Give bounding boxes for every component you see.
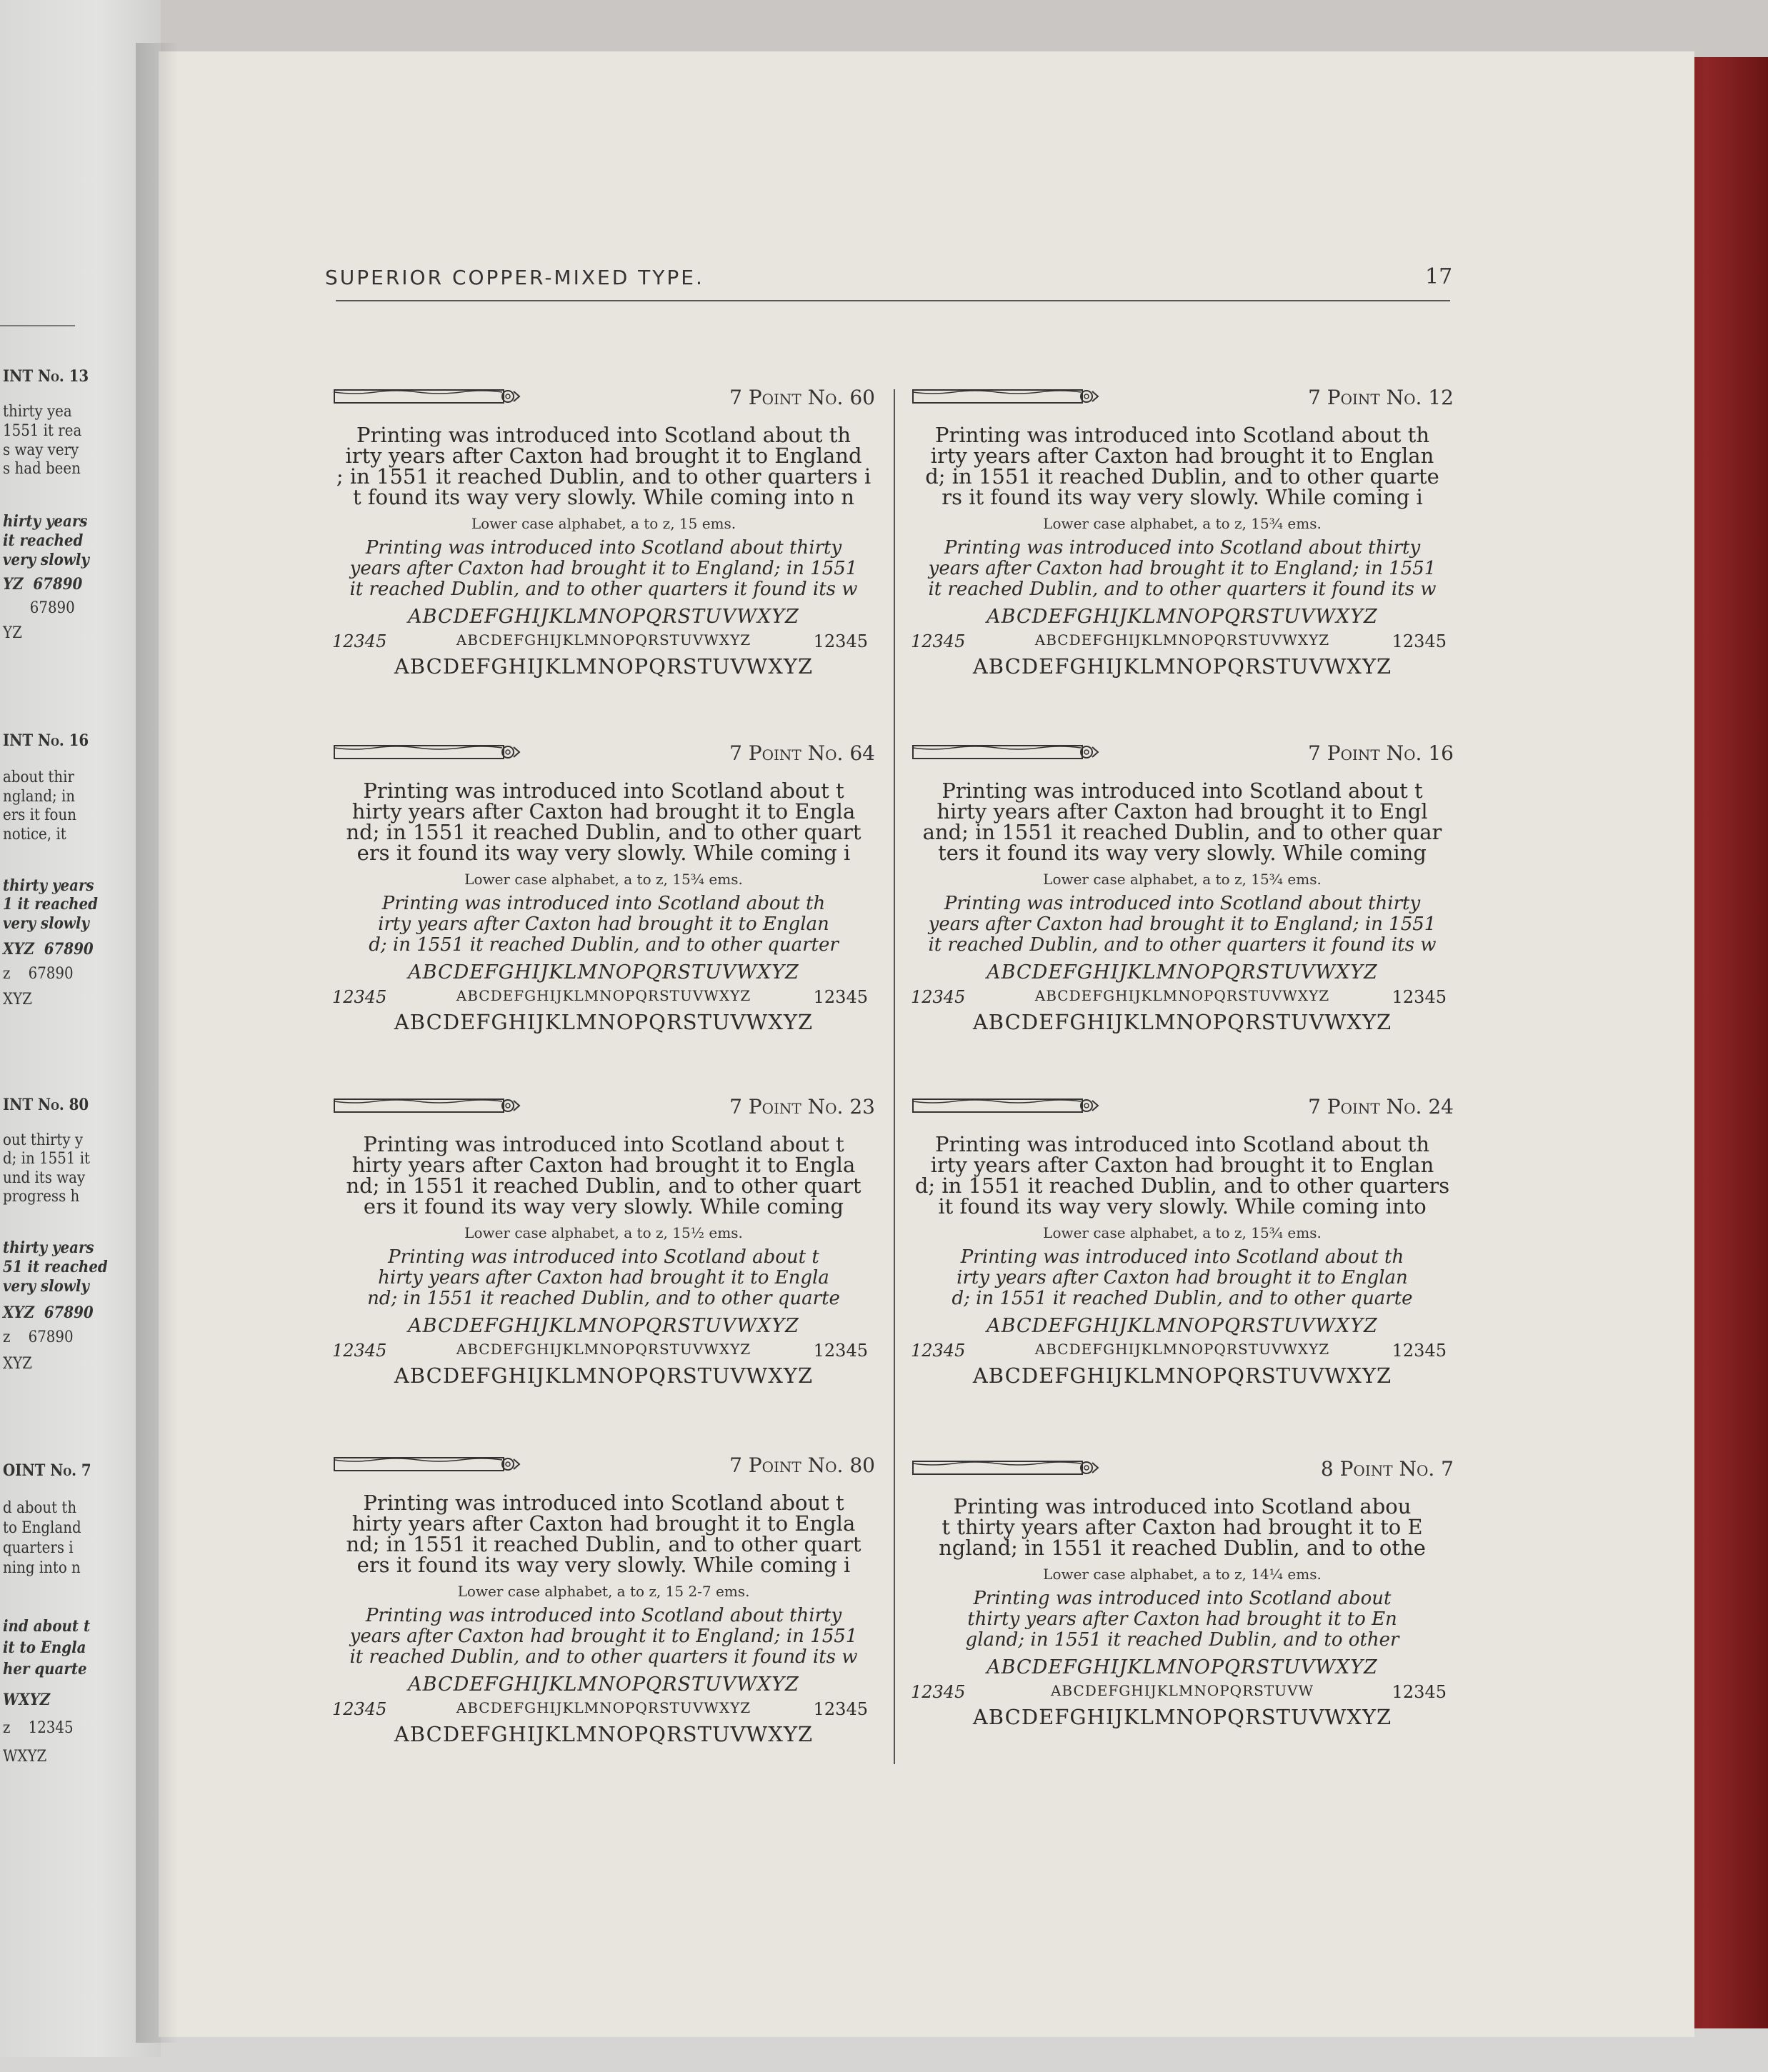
text-line: Printing was introduced into Scotland about t — [363, 1491, 844, 1515]
text-line: it found its way very slowly. While coming into — [938, 1194, 1427, 1218]
specimen-block — [332, 1095, 875, 1423]
text-line: d; in 1551 it reached Dublin, and to other quarte — [925, 464, 1439, 489]
specimen-italic-paragraph — [911, 894, 1454, 956]
italic-figures: 12345 — [911, 1341, 966, 1361]
text-line: d; in 1551 it reached Dublin, and to other quarters — [914, 1173, 1450, 1198]
text-line: ngland; in 1551 it reached Dublin, and to othe — [939, 1536, 1426, 1560]
text-line: Printing was introduced into Scotland about thirty — [944, 893, 1421, 914]
rule-ornament-icon — [332, 741, 532, 763]
rule-ornament-icon — [332, 1453, 532, 1475]
text-line: Printing was introduced into Scotland about th — [356, 423, 851, 447]
left-page-fragment: XYZ 67890 — [3, 940, 94, 959]
specimen-italic-paragraph — [332, 894, 875, 956]
roman-figures: 12345 — [813, 1699, 868, 1719]
text-line: years after Caxton had brought it to England; in 1551 — [349, 558, 858, 579]
text-line: irty years after Caxton had brought it to Englan — [957, 1267, 1408, 1288]
roman-figures: 12345 — [813, 631, 868, 651]
specimen-label: 7 Point No. 12 — [1308, 386, 1454, 409]
rule-ornament-icon — [911, 1457, 1111, 1478]
left-page-fragment: YZ — [3, 624, 22, 642]
specimen-roman-paragraph — [332, 425, 875, 508]
italic-capitals: ABCDEFGHIJKLMNOPQRSTUVWXYZ — [987, 1315, 1378, 1337]
left-page-fragment: WXYZ — [3, 1748, 47, 1766]
italic-capitals: ABCDEFGHIJKLMNOPQRSTUVWXYZ — [408, 1315, 799, 1337]
text-line: Printing was introduced into Scotland about thirty — [944, 537, 1421, 559]
specimen-roman-paragraph — [332, 781, 875, 864]
specimen-label: 8 Point No. 7 — [1320, 1457, 1454, 1481]
roman-capitals: ABCDEFGHIJKLMNOPQRSTUVWXYZ — [394, 1010, 814, 1034]
text-line: Printing was introduced into Scotland about th — [934, 1132, 1429, 1156]
left-page-fragment: XYZ — [3, 1355, 32, 1373]
left-page-fragment: ind about t — [3, 1617, 91, 1636]
specimen-italic-paragraph — [911, 1247, 1454, 1309]
text-line: Printing was introduced into Scotland about thirty — [365, 1605, 842, 1626]
small-capitals: ABCDEFGHIJKLMNOPQRSTUVWXYZ — [1034, 1341, 1330, 1358]
text-line: ers it found its way very slowly. While coming i — [356, 841, 851, 865]
alphabet-note: Lower case alphabet, a to z, 14¼ ems. — [1043, 1566, 1322, 1583]
text-line: nd; in 1551 it reached Dublin, and to other quarte — [367, 1288, 840, 1309]
text-line: nd; in 1551 it reached Dublin, and to other quart — [346, 1532, 861, 1556]
left-page-fragment: it reached — [3, 531, 84, 550]
text-line: Printing was introduced into Scotland about th — [381, 893, 826, 914]
roman-capitals: ABCDEFGHIJKLMNOPQRSTUVWXYZ — [394, 1363, 814, 1388]
text-line: it reached Dublin, and to other quarters it found its w — [928, 934, 1437, 956]
roman-capitals: ABCDEFGHIJKLMNOPQRSTUVWXYZ — [972, 1010, 1392, 1034]
italic-capitals: ABCDEFGHIJKLMNOPQRSTUVWXYZ — [987, 606, 1378, 628]
left-page-fragment: very slowly — [3, 551, 89, 569]
left-page-fragment: about thir — [3, 769, 74, 786]
left-page-fragment: WXYZ — [3, 1691, 51, 1709]
roman-capitals: ABCDEFGHIJKLMNOPQRSTUVWXYZ — [394, 654, 814, 679]
specimen-roman-paragraph — [332, 1134, 875, 1217]
left-page-fragment: s way very — [3, 441, 79, 459]
left-page-fragment: d about th — [3, 1499, 77, 1517]
left-page-fragment: YZ 67890 — [3, 575, 83, 594]
specimen-label: 7 Point No. 80 — [729, 1453, 875, 1477]
specimen-label: 7 Point No. 16 — [1308, 741, 1454, 765]
left-page-fragment: s had been — [3, 460, 81, 478]
text-line: t thirty years after Caxton had brought it to E — [942, 1515, 1423, 1539]
specimen-roman-paragraph — [911, 425, 1454, 508]
specimen-block — [332, 386, 875, 714]
roman-capitals: ABCDEFGHIJKLMNOPQRSTUVWXYZ — [394, 1722, 814, 1746]
spine-shadow — [136, 43, 179, 2043]
roman-figures: 12345 — [1392, 1682, 1447, 1702]
specimen-italic-paragraph — [911, 538, 1454, 600]
specimen-label: 7 Point No. 64 — [729, 741, 875, 765]
specimen-block — [911, 741, 1454, 1070]
italic-figures: 12345 — [332, 1699, 387, 1719]
italic-figures: 12345 — [911, 1682, 966, 1702]
left-page-fragment: ngland; in — [3, 788, 76, 806]
italic-capitals: ABCDEFGHIJKLMNOPQRSTUVWXYZ — [408, 961, 799, 984]
text-line: rs it found its way very slowly. While coming i — [942, 485, 1423, 509]
small-capitals: ABCDEFGHIJKLMNOPQRSTUVW — [1050, 1682, 1314, 1699]
italic-figures: 12345 — [332, 1341, 387, 1361]
specimen-block — [332, 741, 875, 1070]
rule-ornament-icon — [911, 1095, 1111, 1116]
text-line: nd; in 1551 it reached Dublin, and to other quart — [346, 820, 861, 844]
figures-row — [911, 987, 1454, 1009]
roman-figures: 12345 — [1392, 631, 1447, 651]
running-head-title: SUPERIOR COPPER-MIXED TYPE. — [325, 266, 704, 289]
text-line: and; in 1551 it reached Dublin, and to other quar — [922, 820, 1442, 844]
italic-figures: 12345 — [911, 987, 966, 1007]
specimen-block — [332, 1453, 875, 1782]
text-line: ; in 1551 it reached Dublin, and to other quarters i — [336, 464, 871, 489]
left-page-fragment: progress h — [3, 1188, 80, 1206]
text-line: ers it found its way very slowly. While coming i — [356, 1553, 851, 1577]
text-line: hirty years after Caxton had brought it to Engl — [937, 799, 1428, 824]
figures-row — [332, 1699, 875, 1721]
roman-figures: 12345 — [813, 987, 868, 1007]
text-line: years after Caxton had brought it to England; in 1551 — [928, 558, 1437, 579]
left-page-fragment: thirty years — [3, 876, 94, 895]
left-page-fragment: very slowly — [3, 914, 89, 933]
text-line: Printing was introduced into Scotland about th — [960, 1246, 1404, 1268]
alphabet-note: Lower case alphabet, a to z, 15¾ ems. — [1043, 1224, 1322, 1241]
text-line: hirty years after Caxton had brought it to Engla — [378, 1267, 829, 1288]
figures-row — [911, 1341, 1454, 1362]
specimen-italic-paragraph — [332, 1606, 875, 1668]
italic-figures: 12345 — [332, 631, 387, 651]
text-line: irty years after Caxton had brought it to Englan — [378, 914, 829, 935]
alphabet-note: Lower case alphabet, a to z, 15¾ ems. — [464, 871, 743, 888]
specimen-label: 7 Point No. 24 — [1308, 1095, 1454, 1118]
column-rule — [894, 389, 895, 1764]
text-line: it reached Dublin, and to other quarters it found its w — [349, 1646, 858, 1668]
alphabet-note: Lower case alphabet, a to z, 15 ems. — [471, 515, 736, 532]
left-page-fragment: z 67890 — [3, 965, 74, 983]
text-line: it reached Dublin, and to other quarters it found its w — [349, 579, 858, 600]
text-line: irty years after Caxton had brought it to Englan — [930, 1153, 1434, 1177]
specimen-block — [911, 1095, 1454, 1423]
text-line: it reached Dublin, and to other quarters it found its w — [928, 579, 1437, 600]
italic-capitals: ABCDEFGHIJKLMNOPQRSTUVWXYZ — [987, 961, 1378, 984]
left-page-fragment: thirty yea — [3, 403, 72, 421]
text-line: t found its way very slowly. While coming into n — [353, 485, 854, 509]
italic-figures: 12345 — [332, 987, 387, 1007]
alphabet-note: Lower case alphabet, a to z, 15½ ems. — [464, 1224, 743, 1241]
figures-row — [332, 1341, 875, 1362]
figures-row — [332, 631, 875, 653]
text-line: hirty years after Caxton had brought it to Engla — [351, 1511, 856, 1536]
left-page-fragment: quarters i — [3, 1539, 74, 1557]
rule-ornament-icon — [332, 386, 532, 407]
text-line: years after Caxton had brought it to England; in 1551 — [349, 1626, 858, 1647]
left-page-fragment: XYZ 67890 — [3, 1303, 94, 1322]
italic-capitals: ABCDEFGHIJKLMNOPQRSTUVWXYZ — [408, 606, 799, 628]
alphabet-note: Lower case alphabet, a to z, 15 2-7 ems. — [457, 1583, 750, 1600]
alphabet-note: Lower case alphabet, a to z, 15¾ ems. — [1043, 515, 1322, 532]
specimen-italic-paragraph — [911, 1588, 1454, 1651]
roman-figures: 12345 — [1392, 987, 1447, 1007]
text-line: Printing was introduced into Scotland about th — [934, 423, 1429, 447]
roman-capitals: ABCDEFGHIJKLMNOPQRSTUVWXYZ — [972, 654, 1392, 679]
left-page-fragment: ning into n — [3, 1559, 81, 1577]
text-line: irty years after Caxton had brought it to Englan — [930, 444, 1434, 468]
specimen-roman-paragraph — [911, 1134, 1454, 1217]
specimen-label: 7 Point No. 60 — [729, 386, 875, 409]
small-capitals: ABCDEFGHIJKLMNOPQRSTUVWXYZ — [456, 1341, 751, 1358]
left-page-fragment: 1551 it rea — [3, 422, 82, 440]
left-page-fragment: INT No. 13 — [3, 367, 89, 386]
italic-capitals: ABCDEFGHIJKLMNOPQRSTUVWXYZ — [408, 1673, 799, 1696]
rule-ornament-icon — [911, 741, 1111, 763]
specimen-italic-paragraph — [332, 1247, 875, 1309]
text-line: nd; in 1551 it reached Dublin, and to other quart — [346, 1173, 861, 1198]
small-capitals: ABCDEFGHIJKLMNOPQRSTUVWXYZ — [1034, 631, 1330, 649]
left-page-fragment: INT No. 80 — [3, 1096, 89, 1114]
left-page-fragment: INT No. 16 — [3, 731, 89, 750]
text-line: Printing was introduced into Scotland abou — [953, 1494, 1412, 1518]
text-line: Printing was introduced into Scotland about t — [363, 779, 844, 803]
left-page-fragment: XYZ — [3, 991, 32, 1009]
specimen-block — [911, 386, 1454, 714]
figures-row — [332, 987, 875, 1009]
text-line: years after Caxton had brought it to England; in 1551 — [928, 914, 1437, 935]
specimen-block — [911, 1457, 1454, 1786]
specimen-roman-paragraph — [911, 1496, 1454, 1558]
text-line: hirty years after Caxton had brought it to Engla — [351, 799, 856, 824]
roman-figures: 12345 — [1392, 1341, 1447, 1361]
roman-capitals: ABCDEFGHIJKLMNOPQRSTUVWXYZ — [972, 1363, 1392, 1388]
specimen-roman-paragraph — [911, 781, 1454, 864]
rule-ornament-icon — [911, 386, 1111, 407]
left-page-fragment: it to Engla — [3, 1638, 86, 1657]
text-line: Printing was introduced into Scotland about t — [363, 1132, 844, 1156]
figures-row — [911, 631, 1454, 653]
text-line: hirty years after Caxton had brought it to Engla — [351, 1153, 856, 1177]
left-page-fragment: thirty years — [3, 1238, 94, 1257]
left-page-fragment: z 12345 — [3, 1719, 74, 1737]
text-line: gland; in 1551 it reached Dublin, and to other — [965, 1629, 1399, 1651]
small-capitals: ABCDEFGHIJKLMNOPQRSTUVWXYZ — [456, 1699, 751, 1716]
rule-ornament-icon — [332, 1095, 532, 1116]
text-line: ers it found its way very slowly. While coming — [363, 1194, 844, 1218]
text-line: thirty years after Caxton had brought it to En — [967, 1608, 1397, 1630]
text-line: Printing was introduced into Scotland about t — [388, 1246, 819, 1268]
text-line: Printing was introduced into Scotland about — [973, 1588, 1392, 1609]
text-line: d; in 1551 it reached Dublin, and to other quarter — [369, 934, 839, 956]
left-page-fragment: z 67890 — [3, 1328, 74, 1346]
left-page-fragment: 51 it reached — [3, 1258, 108, 1276]
text-line: ters it found its way very slowly. While coming — [938, 841, 1427, 865]
text-line: d; in 1551 it reached Dublin, and to other quarte — [952, 1288, 1413, 1309]
left-page-fragment: her quarte — [3, 1660, 87, 1678]
small-capitals: ABCDEFGHIJKLMNOPQRSTUVWXYZ — [1034, 987, 1330, 1004]
alphabet-note: Lower case alphabet, a to z, 15¾ ems. — [1043, 871, 1322, 888]
specimen-italic-paragraph — [332, 538, 875, 600]
specimen-roman-paragraph — [332, 1493, 875, 1576]
left-page-fragment: d; in 1551 it — [3, 1150, 90, 1168]
roman-figures: 12345 — [813, 1341, 868, 1361]
left-page-rule — [0, 325, 75, 326]
italic-figures: 12345 — [911, 631, 966, 651]
left-page-fragment: 67890 — [3, 599, 75, 617]
small-capitals: ABCDEFGHIJKLMNOPQRSTUVWXYZ — [456, 987, 751, 1004]
figures-row — [911, 1682, 1454, 1703]
left-page-fragment: notice, it — [3, 826, 66, 844]
left-page-fragment: very slowly — [3, 1277, 89, 1296]
left-page-fragment: to England — [3, 1519, 81, 1537]
text-line: irty years after Caxton had brought it to England — [345, 444, 862, 468]
left-page-fragment: ers it foun — [3, 806, 76, 824]
page-number: 17 — [1425, 264, 1453, 289]
roman-capitals: ABCDEFGHIJKLMNOPQRSTUVWXYZ — [972, 1705, 1392, 1729]
left-page-fragment: und its way — [3, 1169, 86, 1187]
left-page-fragment: hirty years — [3, 512, 88, 531]
text-line: Printing was introduced into Scotland about t — [942, 779, 1423, 803]
specimen-label: 7 Point No. 23 — [729, 1095, 875, 1118]
left-page-fragment: out thirty y — [3, 1131, 84, 1149]
italic-capitals: ABCDEFGHIJKLMNOPQRSTUVWXYZ — [987, 1656, 1378, 1678]
header-rule — [336, 300, 1450, 301]
left-page-fragment: 1 it reached — [3, 895, 98, 914]
small-capitals: ABCDEFGHIJKLMNOPQRSTUVWXYZ — [456, 631, 751, 649]
text-line: Printing was introduced into Scotland about thirty — [365, 537, 842, 559]
left-page-fragment: OINT No. 7 — [3, 1461, 91, 1480]
